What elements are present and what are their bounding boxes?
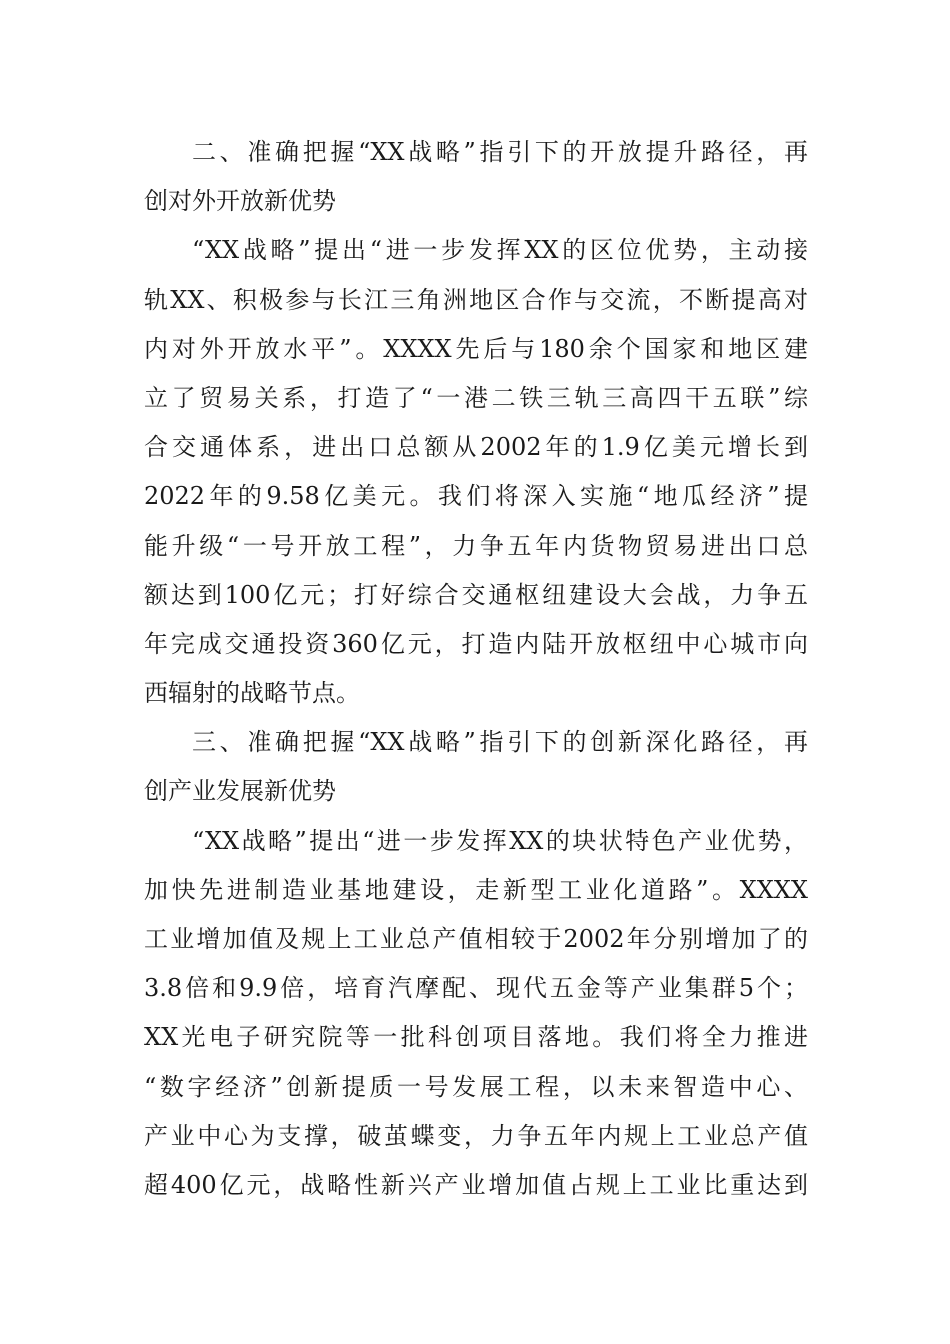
paragraph-1-line-5: 合交通体系，进出口总额从2002年的1.9亿美元增长到 [144, 433, 808, 462]
paragraph-1-line-2: 轨XX、积极参与长江三角洲地区合作与交流，不断提高对 [144, 285, 808, 314]
paragraph-1-line-3: 内对外开放水平”。XXXX先后与180余个国家和地区建 [144, 334, 808, 363]
paragraph-2-line-2: 加快先进制造业基地建设，走新型工业化道路”。XXXX [144, 875, 808, 904]
paragraph-1-line-7: 能升级“一号开放工程”，力争五年内货物贸易进出口总 [144, 531, 808, 560]
paragraph-1-line-9: 年完成交通投资360亿元，打造内陆开放枢纽中心城市向 [144, 629, 808, 658]
body-text [144, 128, 808, 1210]
paragraph-1-line-10: 西辐射的战略节点。 [144, 679, 360, 708]
section-heading-2-line-2: 创对外开放新优势 [144, 187, 336, 216]
paragraph-2-line-7: 产业中心为支撑，破茧蝶变，力争五年内规上工业总产值 [144, 1121, 808, 1150]
section-heading-2-line-1: 二、准确把握“XX战略”指引下的开放提升路径，再 [192, 138, 808, 166]
section-heading-3-line-1: 三、准确把握“XX战略”指引下的创新深化路径，再 [192, 728, 808, 757]
paragraph-2-line-4: 3.8倍和9.9倍，培育汽摩配、现代五金等产业集群5个； [144, 974, 808, 1003]
paragraph-2-line-6: “数字经济”创新提质一号发展工程，以未来智造中心、 [144, 1072, 808, 1101]
paragraph-2-line-3: 工业增加值及规上工业总产值相较于2002年分别增加了的 [144, 925, 808, 953]
paragraph-2-line-5: XX光电子研究院等一批科创项目落地。我们将全力推进 [144, 1023, 808, 1052]
section-heading-3-line-2: 创产业发展新优势 [144, 777, 336, 806]
paragraph-2-line-1: “XX战略”提出“进一步发挥XX的块状特色产业优势， [192, 826, 808, 855]
paragraph-1-line-4: 立了贸易关系，打造了“一港二铁三轨三高四干五联”综 [144, 383, 808, 412]
paragraph-2-line-8: 超400亿元，战略性新兴产业增加值占规上工业比重达到 [144, 1170, 808, 1199]
paragraph-1-line-1: “XX战略”提出“进一步发挥XX的区位优势，主动接 [192, 236, 808, 265]
paragraph-1-line-8: 额达到100亿元；打好综合交通枢纽建设大会战，力争五 [144, 580, 808, 609]
paragraph-1-line-6: 2022年的9.58亿美元。我们将深入实施“地瓜经济”提 [144, 482, 808, 511]
